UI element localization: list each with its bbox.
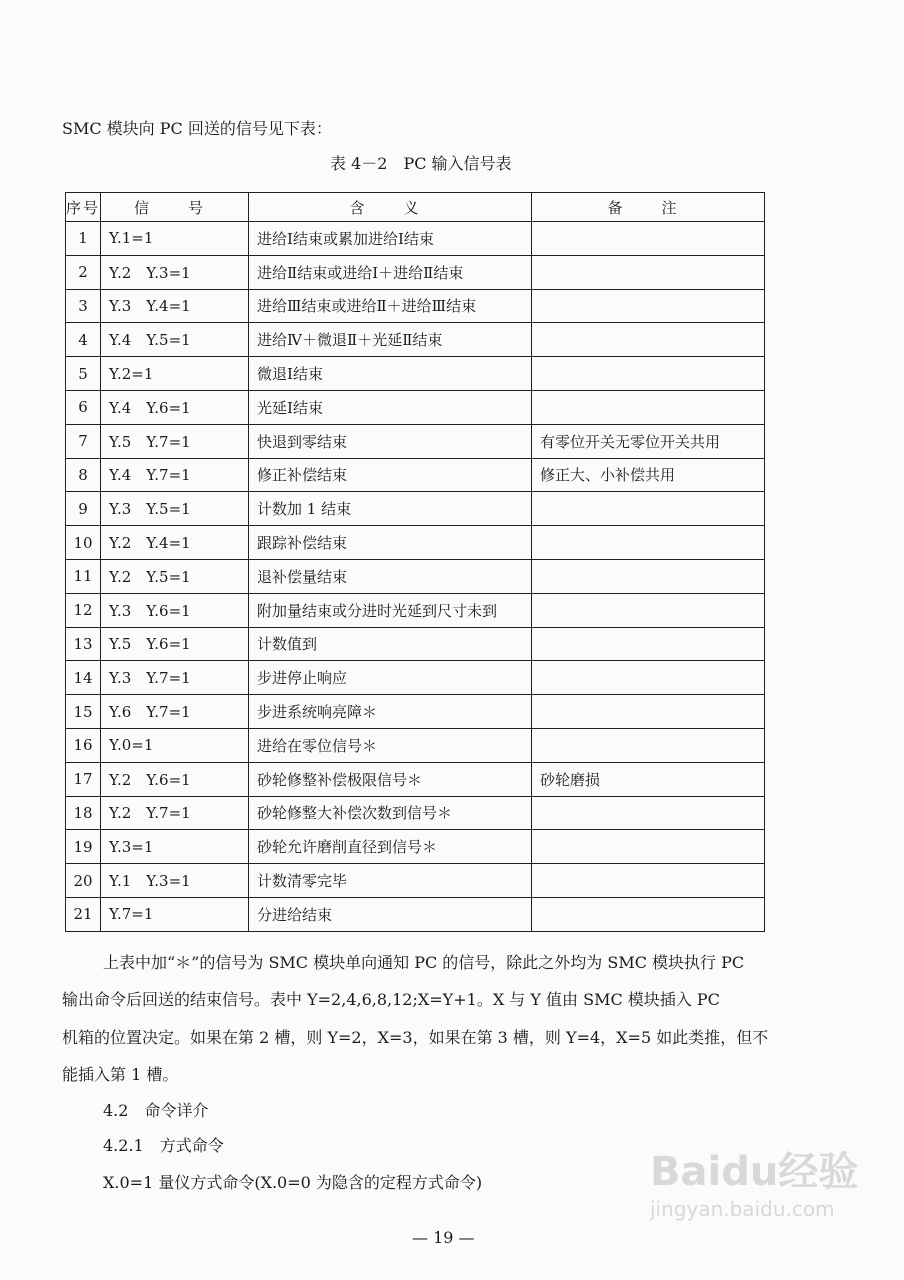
row-signal: Y.2 Y.6=1 [101,762,249,796]
row-meaning: 附加量结束或分进时光延到尺寸未到 [249,593,532,627]
row-index: 1 [66,222,101,256]
baidu-watermark-logo [650,1140,858,1221]
row-index: 3 [66,289,101,323]
table-row [66,390,765,424]
row-remark [532,593,765,627]
subsection-heading: 4.2.1 方式命令 [103,1136,224,1155]
row-remark [532,695,765,729]
row-index: 7 [66,424,101,458]
row-index: 16 [66,728,101,762]
row-remark [532,255,765,289]
row-signal: Y.4 Y.7=1 [101,458,249,492]
table-row [66,526,765,560]
row-index: 2 [66,255,101,289]
row-remark [532,661,765,695]
row-index: 18 [66,796,101,830]
command-text: X.0=1 量仪方式命令(X.0=0 为隐含的定程方式命令) [103,1173,483,1192]
paragraph-line: 能插入第 1 槽。 [62,1065,179,1084]
row-remark [532,492,765,526]
paragraph-line: 机箱的位置决定。如果在第 2 槽，则 Y=2，X=3，如果在第 3 槽，则 Y=4，X=5 如此类推，但不 [62,1028,769,1047]
row-signal: Y.1 Y.3=1 [101,864,249,898]
table-row [66,796,765,830]
table-row [66,728,765,762]
table-row [66,492,765,526]
page-number: — 19 — [412,1228,475,1247]
table-row [66,593,765,627]
row-meaning: 砂轮修整大补偿次数到信号＊ [249,796,532,830]
table-header-row [66,193,765,222]
row-remark: 砂轮磨损 [532,762,765,796]
table-row [66,897,765,931]
row-signal: Y.3=1 [101,830,249,864]
row-remark: 有零位开关无零位开关共用 [532,424,765,458]
row-index: 17 [66,762,101,796]
row-remark [532,323,765,357]
row-index: 19 [66,830,101,864]
row-signal: Y.1=1 [101,222,249,256]
row-remark [532,627,765,661]
row-signal: Y.5 Y.7=1 [101,424,249,458]
header-signal: 信 号 [101,193,249,222]
row-remark [532,728,765,762]
row-remark [532,864,765,898]
row-index: 8 [66,458,101,492]
row-signal: Y.2 Y.5=1 [101,559,249,593]
row-meaning: 砂轮允许磨削直径到信号＊ [249,830,532,864]
row-meaning: 步进停止响应 [249,661,532,695]
row-meaning: 计数清零完毕 [249,864,532,898]
row-index: 10 [66,526,101,560]
header-index: 序号 [66,193,101,222]
row-remark: 修正大、小补偿共用 [532,458,765,492]
row-meaning: 光延Ⅰ结束 [249,390,532,424]
row-remark [532,222,765,256]
row-meaning: 砂轮修整补偿极限信号＊ [249,762,532,796]
row-index: 11 [66,559,101,593]
table-row [66,323,765,357]
row-index: 20 [66,864,101,898]
row-index: 14 [66,661,101,695]
row-signal: Y.3 Y.6=1 [101,593,249,627]
row-index: 12 [66,593,101,627]
row-remark [532,357,765,391]
table-row [66,695,765,729]
row-remark [532,559,765,593]
watermark-brand: Baidu经验 [650,1149,859,1195]
row-remark [532,796,765,830]
intro-text: SMC 模块向 PC 回送的信号见下表： [62,119,332,138]
row-remark [532,390,765,424]
row-signal: Y.0=1 [101,728,249,762]
row-signal: Y.3 Y.7=1 [101,661,249,695]
row-signal: Y.7=1 [101,897,249,931]
row-signal: Y.2 Y.4=1 [101,526,249,560]
table-row [66,762,765,796]
table-row [66,864,765,898]
table-row [66,661,765,695]
table-row [66,222,765,256]
row-remark [532,830,765,864]
row-index: 9 [66,492,101,526]
table-row [66,424,765,458]
row-signal: Y.2=1 [101,357,249,391]
row-meaning: 计数加 1 结束 [249,492,532,526]
row-meaning: 步进系统响亮障＊ [249,695,532,729]
table-title: 表 4－2 PC 输入信号表 [330,154,512,173]
table-row [66,357,765,391]
row-index: 13 [66,627,101,661]
header-remark: 备 注 [532,193,765,222]
row-signal: Y.6 Y.7=1 [101,695,249,729]
row-meaning: 退补偿量结束 [249,559,532,593]
row-signal: Y.2 Y.7=1 [101,796,249,830]
row-meaning: 进给Ⅱ结束或进给Ⅰ＋进给Ⅱ结束 [249,255,532,289]
row-meaning: 进给Ⅳ＋微退Ⅱ＋光延Ⅱ结束 [249,323,532,357]
paragraph-line: 上表中加“＊”的信号为 SMC 模块单向通知 PC 的信号，除此之外均为 SMC 模块执行 PC [103,953,745,972]
row-index: 5 [66,357,101,391]
row-index: 21 [66,897,101,931]
table-row [66,255,765,289]
row-signal: Y.2 Y.3=1 [101,255,249,289]
row-meaning: 计数值到 [249,627,532,661]
section-heading: 4.2 命令详介 [103,1101,209,1120]
row-remark [532,289,765,323]
row-remark [532,526,765,560]
table-row [66,289,765,323]
row-remark [532,897,765,931]
row-meaning: 进给Ⅰ结束或累加进给Ⅰ结束 [249,222,532,256]
row-signal: Y.5 Y.6=1 [101,627,249,661]
row-signal: Y.3 Y.4=1 [101,289,249,323]
row-meaning: 微退Ⅰ结束 [249,357,532,391]
row-meaning: 分进给结束 [249,897,532,931]
table-row [66,627,765,661]
paragraph-line: 输出命令后回送的结束信号。表中 Y=2,4,6,8,12;X=Y+1。X 与 Y 值由 SMC 模块插入 PC [62,990,720,1009]
table-row [66,830,765,864]
table-row [66,559,765,593]
row-meaning: 跟踪补偿结束 [249,526,532,560]
row-index: 6 [66,390,101,424]
pc-input-signal-table [65,192,765,932]
row-signal: Y.4 Y.6=1 [101,390,249,424]
row-meaning: 快退到零结束 [249,424,532,458]
row-index: 15 [66,695,101,729]
row-meaning: 修正补偿结束 [249,458,532,492]
row-signal: Y.4 Y.5=1 [101,323,249,357]
row-meaning: 进给在零位信号＊ [249,728,532,762]
row-index: 4 [66,323,101,357]
table-row [66,458,765,492]
row-signal: Y.3 Y.5=1 [101,492,249,526]
row-meaning: 进给Ⅲ结束或进给Ⅱ＋进给Ⅲ结束 [249,289,532,323]
header-meaning: 含 义 [249,193,532,222]
watermark-url: jingyan.baidu.com [650,1197,835,1221]
